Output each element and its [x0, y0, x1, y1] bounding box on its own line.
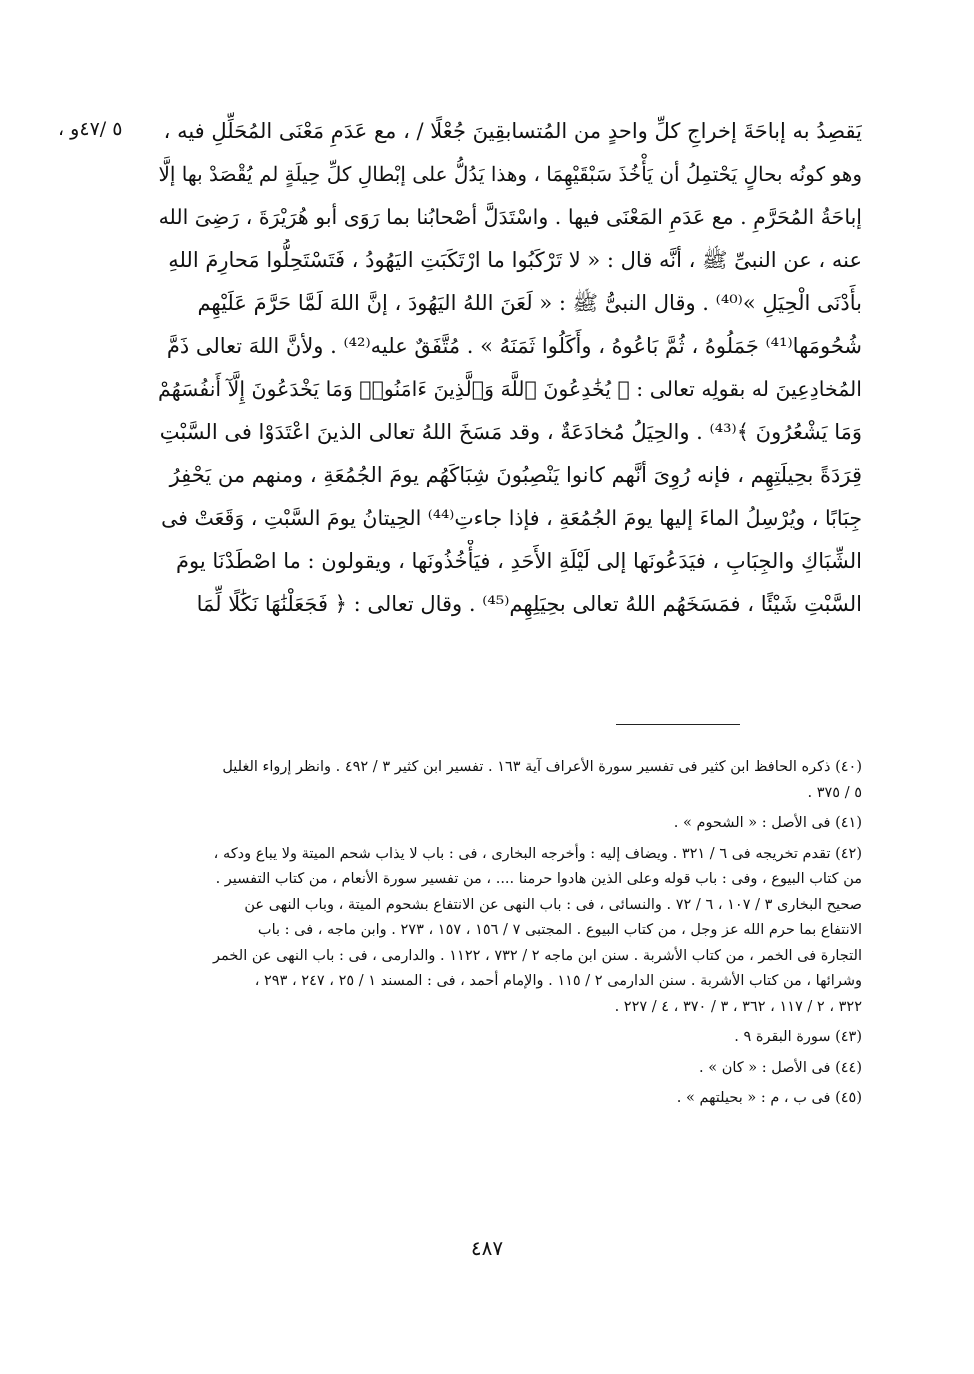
text-line-9: قِرَدَةً بحِيلَتِهِم ، فإنه رُوِىَ أنَّهم كانوا يَنْصِبُونَ شِبَاكَهُم يومَ الجُمُعَةِ ، ومنهم من يَحْفِرُ: [169, 463, 862, 487]
footnote-42-line-3: صحيح البخارى ٣ / ١٠٧ ، ٦ / ٧٢ . والنسائى ، فى : باب النهى عن الانتفاع بشحوم الميتة ، وباب النهى عن: [244, 896, 862, 913]
footnotes-block: [150, 755, 862, 1112]
text-line-2: وهو كونُه بحالٍ يَحْتمِلُ أن يَأْخُذَ سَبْقَيْهِمَا ، وهذا يَدُلُّ على إبْطالِ كلِّ حِيلَةٍ لم يُقْصَدْ بها إلَّا: [158, 162, 862, 186]
text-line-5: بأَدْنَى الْحِيَلِ »⁽⁴⁰⁾ . وقال النبىُّ ﷺ : « لَعَنَ اللهُ اليَهُودَ ، إنَّ اللهَ لَمَّا حَرَّمَ عَلَيْهِم: [197, 291, 862, 315]
footnote-41: (٤١) فى الأصل : « الشحوم » .: [673, 815, 862, 831]
footnote-40-line-1: (٤٠) ذكره الحافظ ابن كثير فى تفسير سورة الأعراف آية ١٦٣ . تفسير ابن كثير ٣ / ٤٩٢ . وانظر إرواء الغليل: [222, 759, 862, 775]
footnote-42-line-6: وشرائها ، من كتاب الأشربة . سنن الدارمى ٢ / ١١٥ . والإمام أحمد ، فى : المسند ١ / ٢٥ ، ٢٤٧ ، ٢٩٣ ،: [254, 973, 862, 989]
footnote-separator: [616, 724, 740, 725]
page-number: ٤٨٧: [470, 1236, 504, 1260]
margin-reference: ٥ /٤٧و ،: [58, 118, 123, 140]
footnote-43: (٤٣) سورة البقرة ٩ .: [734, 1029, 862, 1045]
text-line-12: السَّبْتِ شَيْئًا ، فمَسَخَهُم اللهُ تعالى بحِيَلِهِم⁽⁴⁵⁾ . وقال تعالى : ﴿ فَجَعَلْنَٰهَا نَكَٰلًا لِّمَا: [196, 592, 862, 616]
text-line-3: إباحَةُ المُحَرَّمِ . مع عَدَمِ المَعْنَى فيها . واسْتَدَلَّ أصْحابُنا بما رَوَى أبو هُرَيْرَةَ ، رَضِىَ الله: [158, 205, 862, 229]
footnote-42-line-4: الانتفاع بما حرم الله عز وجل ، من كتاب البيوع . المجتبى ٧ / ١٥٦ ، ١٥٧ ، ٢٧٣ . وابن ماجه ، فى : باب: [257, 922, 862, 938]
footnote-42-line-7: ٣٢٢ ، ٢ / ١١٧ ، ٣٦٢ ، ٣ / ٣٧٠ ، ٤ / ٢٢٧ .: [614, 998, 862, 1015]
text-line-1: يَقصِدُ به إباحَةَ إخراجِ كلِّ واحدٍ من المُتسابقِينَ جُعْلًا / ، مع عَدَمِ مَعْنَى المُحَلِّلِ فيه ،: [163, 119, 862, 143]
text-line-4: عنه ، عن النبىِّ ﷺ ، أنَّه قال : « لا تَرْكَبُوا ما ارْتَكَبَتِ اليَهُودُ ، فَتَسْتَحِلُّوا مَحارِمَ اللهِ: [168, 248, 862, 272]
footnote-42-line-5: التجارة فى الخمر ، من كتاب الأشربة . سنن ابن ماجه ٢ / ٧٣٢ ، ١١٢٢ . والدارمى ، فى : باب النهى عن الخمر: [213, 947, 862, 964]
footnote-45: (٤٥) فى ب ، م : « بحيلتهم » .: [676, 1090, 862, 1106]
text-line-7: المُخادِعِينَ له بقولِه تعالى : ﴿ يُخَٰدِعُونَ ٱللَّهَ وَٱلَّذِينَ ءَامَنُوا۟ وَمَا يَخْدَعُونَ إِلَّآ أَنفُسَهُمْ: [157, 377, 862, 401]
text-line-6: شُحُومَها⁽⁴¹⁾ جَمَلُوهُ ، ثُمَّ بَاعُوهُ ، وأَكَلُوا ثَمَنَهُ » . مُتَّفَقٌ عليه⁽⁴²⁾ . ولأنَّ اللهَ تعالى ذَمَّ: [166, 334, 862, 358]
text-line-8: وَمَا يَشْعُرُونَ ﴾⁽⁴³⁾ . والحِيَلُ مُخادَعَةٌ ، وقد مَسَخَ اللهُ تعالى الذينَ اعْتَدَوْا فى السَّبْتِ: [159, 420, 862, 444]
footnote-44: (٤٤) فى الأصل : « كان » .: [699, 1059, 862, 1076]
text-line-11: الشِّبَاكِ والجِبَابِ ، فيَدَعُونَها إلى لَيْلَةِ الأَحَدِ ، فيَأْخُذُونَها ، ويقولون : ما اصْطَدْنَا يومَ: [176, 549, 862, 573]
text-line-10: جِبَابًا ، ويُرْسِلُ الماءَ إليها يومَ الجُمُعَةِ ، فإذا جاءتِ⁽⁴⁴⁾ الحِيتانُ يومَ السَّبْتِ ، وَقَعَتْ فى: [161, 506, 862, 530]
footnote-40-line-2: ٥ / ٣٧٥ .: [807, 784, 862, 801]
main-text-block: [150, 110, 862, 626]
footnote-42-line-1: (٤٢) تقدم تخريجه فى ٦ / ٣٢١ . ويضاف إليه : وأخرجه البخارى ، فى : باب لا يذاب شحم الميتة ولا يباع ودكه ،: [213, 845, 862, 862]
footnote-42-line-2: من كتاب البيوع ، وفى : باب قوله وعلى الذين هادوا حرمنا .... ، من تفسير سورة الأنعام ، من كتاب التفسير .: [215, 871, 862, 887]
